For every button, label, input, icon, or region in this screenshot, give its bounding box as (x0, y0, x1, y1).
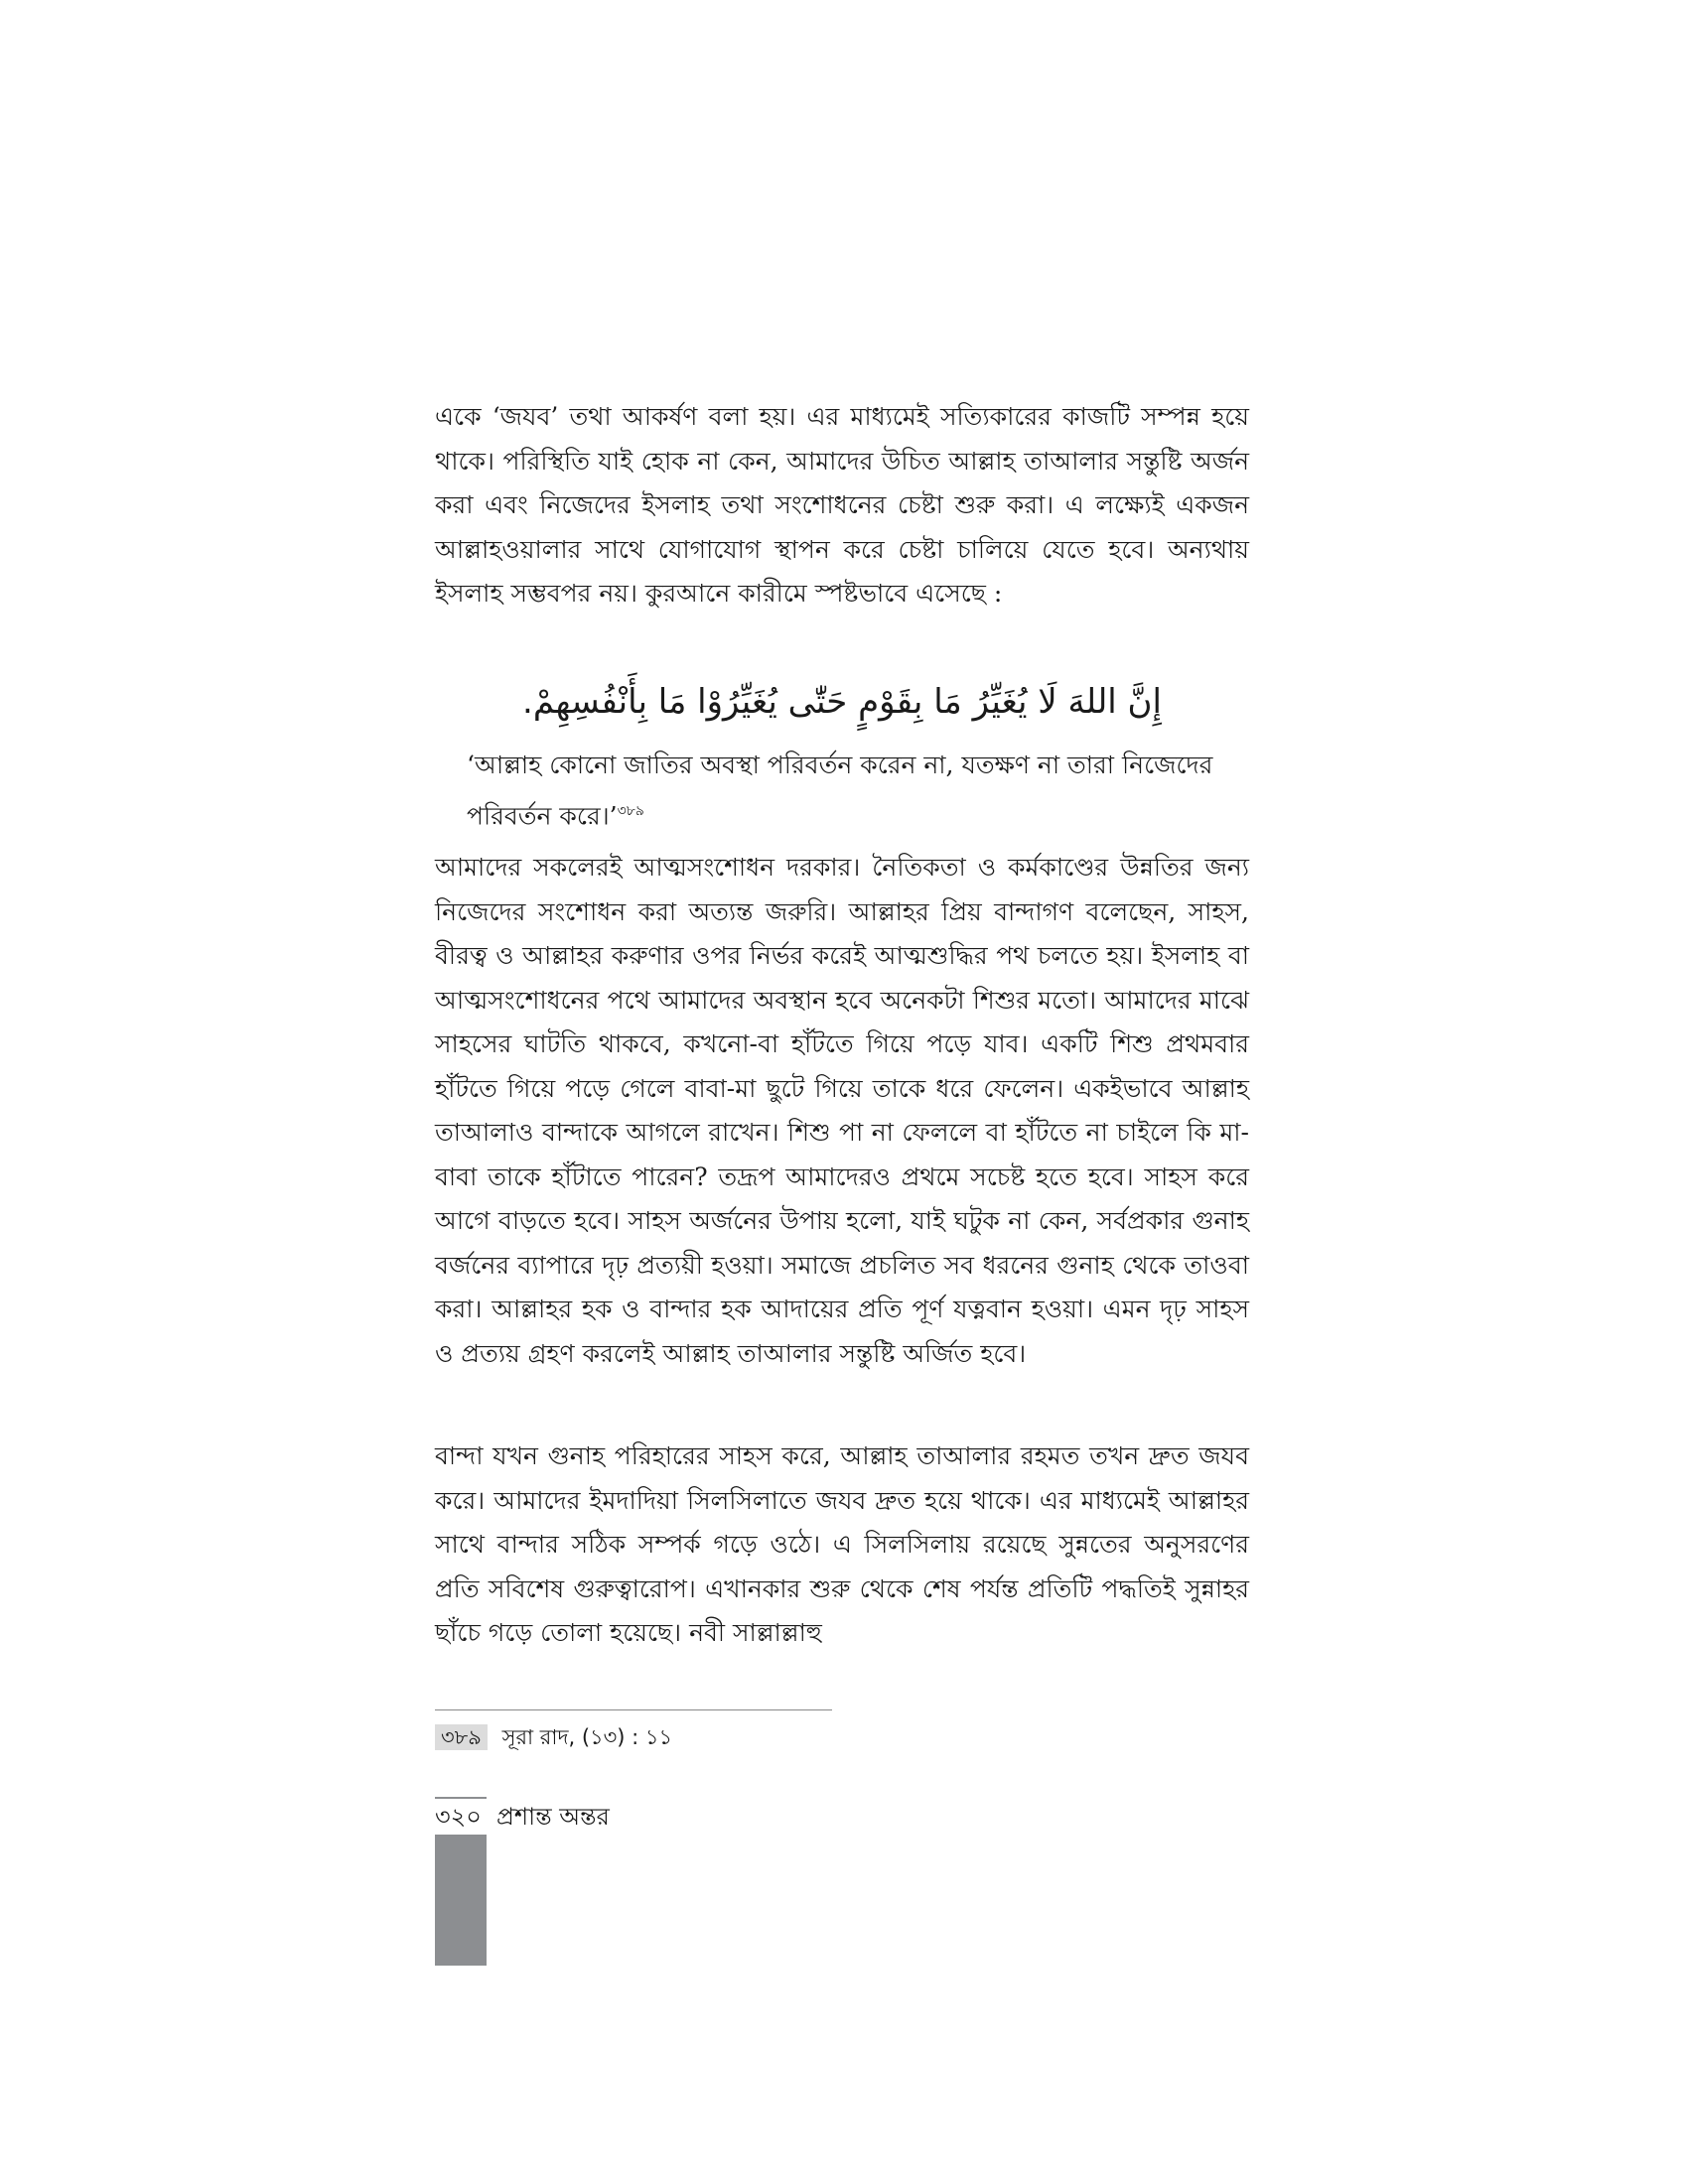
paragraph-1: একে ‘জযব’ তথা আকর্ষণ বলা হয়। এর মাধ্যমেই সত্যিকারের কাজটি সম্পন্ন হয়ে থাকে। পরিস্থিতি যাই হোক না কেন, আমাদের উচিত আল্লাহ তাআলার সন্তুষ্টি অর্জন করা এবং নিজেদের ইসলাহ তথা সংশোধনের চেষ্টা শুরু করা। এ লক্ষ্যেই একজন আল্লাহওয়ালার সাথে যোগাযোগ স্থাপন করে চেষ্টা চালিয়ে যেতে হবে। অন্যথায় ইসলাহ সম্ভবপর নয়। কুরআনে কারীমে স্পষ্টভাবে এসেছে : (435, 402, 1249, 608)
footnote-text: সূরা রাদ, (১৩) : ১১ (501, 1725, 673, 1749)
footnote-ref: ৩৮৯ (617, 803, 644, 819)
footnote-number: ৩৮৯ (435, 1724, 488, 1750)
page-footer (435, 1799, 610, 1835)
arabic-verse: إِنَّ اللهَ لَا يُغَيِّرُ مَا بِقَوْمٍ حَتّٰى يُغَيِّرُوْا مَا بِأَنْفُسِهِمْ. (522, 682, 1162, 722)
footnote-divider (435, 1709, 832, 1710)
page-number: ৩২০ (435, 1799, 487, 1835)
quote-text: ‘আল্লাহ কোনো জাতির অবস্থা পরিবর্তন করেন না, যতক্ষণ না তারা নিজেদের পরিবর্তন করে।’ (467, 751, 1213, 831)
verse-translation (467, 743, 1231, 839)
paragraph-3: বান্দা যখন গুনাহ পরিহারের সাহস করে, আল্লাহ তাআলার রহমত তখন দ্রুত জযব করে। আমাদের ইমদাদিয়া সিলসিলাতে জযব দ্রুত হয়ে থাকে। এর মাধ্যমেই আল্লাহর সাথে বান্দার সঠিক সম্পর্ক গড়ে ওঠে। এ সিলসিলায় রয়েছে সুন্নতের অনুসরণের প্রতি সবিশেষ গুরুত্বারোপ। এখানকার শুরু থেকে শেষ পর্যন্ত প্রতিটি পদ্ধতিই সুন্নাহর ছাঁচে গড়ে তোলা হয়েছে। নবী সাল্লাল্লাহু (435, 1441, 1250, 1647)
paragraph-2: আমাদের সকলেরই আত্মসংশোধন দরকার। নৈতিকতা ও কর্মকাণ্ডের উন্নতির জন্য নিজেদের সংশোধন করা অত্যন্ত জরুরি। আল্লাহর প্রিয় বান্দাগণ বলেছেন, সাহস, বীরত্ব ও আল্লাহর করুণার ওপর নির্ভর করেই আত্মশুদ্ধির পথ চলতে হয়। ইসলাহ বা আত্মসংশোধনের পথে আমাদের অবস্থান হবে অনেকটা শিশুর মতো। আমাদের মাঝে সাহসের ঘাটতি থাকবে, কখনো-বা হাঁটতে গিয়ে পড়ে যাব। একটি শিশু প্রথমবার হাঁটতে গিয়ে পড়ে গেলে বাবা-মা ছুটে গিয়ে তাকে ধরে ফেলেন। একইভাবে আল্লাহ তাআলাও বান্দাকে আগলে রাখেন। শিশু পা না ফেললে বা হাঁটতে না চাইলে কি মা-বাবা তাকে হাঁটাতে পারেন? তদ্রূপ আমাদেরও প্রথমে সচেষ্ট হতে হবে। সাহস করে আগে বাড়তে হবে। সাহস অর্জনের উপায় হলো, যাই ঘটুক না কেন, সর্বপ্রকার গুনাহ বর্জনের ব্যাপারে দৃঢ় প্রত্যয়ী হওয়া। সমাজে প্রচলিত সব ধরনের গুনাহ থেকে তাওবা করা। আল্লাহর হক ও বান্দার হক আদায়ের প্রতি পূর্ণ যত্নবান হওয়া। এমন দৃঢ় সাহস ও প্রত্যয় গ্রহণ করলেই আল্লাহ তাআলার সন্তুষ্টি অর্জিত হবে। (435, 853, 1249, 1368)
book-title: প্রশান্ত অন্তর (496, 1803, 610, 1831)
footnote (435, 1723, 672, 1751)
